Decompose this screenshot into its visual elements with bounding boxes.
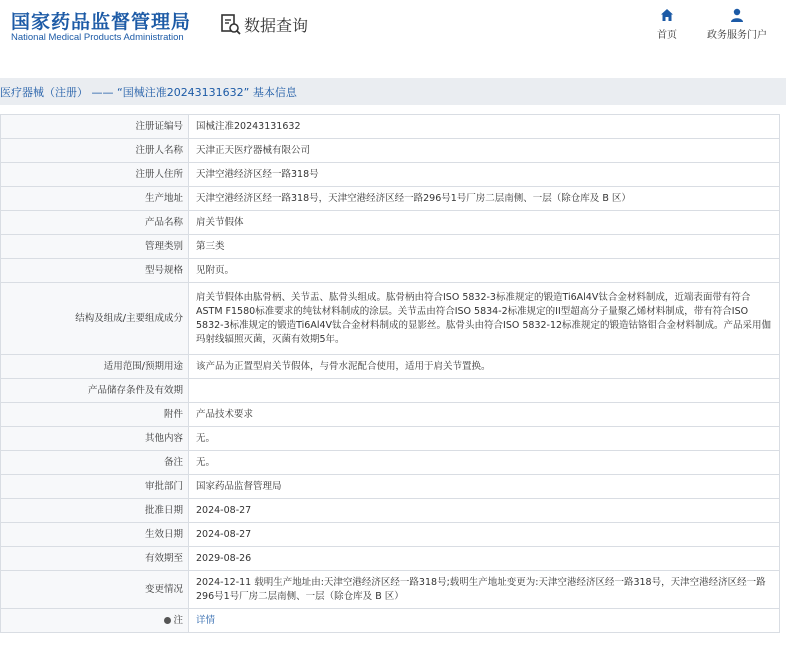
row-label: 有效期至: [1, 547, 189, 571]
nav-home-label: 首页: [657, 30, 677, 41]
row-value: 天津正天医疗器械有限公司: [189, 139, 780, 163]
row-value: 肩关节假体由肱骨柄、关节盂、肱骨头组成。肱骨柄由符合ISO 5832-3标准规定的锻造Ti6Al4V钛合金材料制成，近端表面带有符合ASTM F1580标准要求的纯钛材料制成的涂层。关节盂由符合ISO 5834-2标准规定的II型超高分子量聚乙烯材料制成，带有符合ISO 5832-3标准规定的锻造Ti6Al4V钛合金材料制成的显影丝。肱骨头由符合ISO 5832-12标准规定的锻造钴铬钼合金材料制成。产品采用伽玛射线辐照灭菌，灭菌有效期5年。: [189, 283, 780, 355]
row-value: 2024-12-11 载明生产地址由:天津空港经济区经一路318号;载明生产地址变更为:天津空港经济区经一路318号，天津空港经济区经一路296号1号厂房二层南侧、一层（除仓库及 B 区）: [189, 571, 780, 609]
row-label: 备注: [1, 451, 189, 475]
table-row: [1, 451, 780, 475]
row-label: 适用范围/预期用途: [1, 355, 189, 379]
row-label: 批准日期: [1, 499, 189, 523]
row-value: 2024-08-27: [189, 523, 780, 547]
row-label: 注册人住所: [1, 163, 189, 187]
detail-table: [0, 114, 780, 633]
row-value: 2029-08-26: [189, 547, 780, 571]
row-value: 国家药品监督管理局: [189, 475, 780, 499]
row-label: 注: [173, 614, 183, 626]
table-row: [1, 163, 780, 187]
table-row: [1, 475, 780, 499]
site-logo-subtitle: National Medical Products Administration: [11, 32, 184, 43]
table-row: [1, 259, 780, 283]
details-link[interactable]: 详情: [196, 614, 216, 626]
note-label-cell: [1, 609, 189, 633]
row-value: 肩关节假体: [189, 211, 780, 235]
table-row: [1, 283, 780, 355]
nav-service-label: 政务服务门户: [707, 30, 767, 41]
breadcrumb-bar: [0, 78, 786, 105]
table-row: [1, 115, 780, 139]
table-row: [1, 139, 780, 163]
row-value: 天津空港经济区经一路318号，天津空港经济区经一路296号1号厂房二层南侧、一层（除仓库及 B 区）: [189, 187, 780, 211]
row-value: 第三类: [189, 235, 780, 259]
table-row: [1, 427, 780, 451]
row-label: 产品储存条件及有效期: [1, 379, 189, 403]
row-label: 产品名称: [1, 211, 189, 235]
row-value: 见附页。: [189, 259, 780, 283]
table-row: [1, 403, 780, 427]
site-logo-title[interactable]: 国家药品监督管理局: [11, 11, 192, 33]
row-value: 国械注准20243131632: [189, 115, 780, 139]
row-label: 注册证编号: [1, 115, 189, 139]
breadcrumb: 医疗器械（注册） —— “国械注准20243131632” 基本信息: [0, 86, 297, 99]
row-label: 生产地址: [1, 187, 189, 211]
row-label: 变更情况: [1, 571, 189, 609]
row-value: 2024-08-27: [189, 499, 780, 523]
table-row: [1, 355, 780, 379]
table-row: [1, 235, 780, 259]
table-row: [1, 379, 780, 403]
row-label: 注册人名称: [1, 139, 189, 163]
row-label: 附件: [1, 403, 189, 427]
nav-service-portal[interactable]: [703, 8, 771, 41]
row-value: 产品技术要求: [189, 403, 780, 427]
data-query-label: 数据查询: [244, 15, 309, 35]
table-row: [1, 499, 780, 523]
row-value: [189, 379, 780, 403]
document-search-icon: [220, 12, 242, 36]
row-label: 型号规格: [1, 259, 189, 283]
row-value: 无。: [189, 451, 780, 475]
site-header: [0, 0, 786, 62]
row-label: 结构及组成/主要组成成分: [1, 283, 189, 355]
table-row: [1, 523, 780, 547]
table-row: [1, 609, 780, 633]
row-value: 无。: [189, 427, 780, 451]
pin-icon: [164, 617, 171, 624]
table-row: [1, 211, 780, 235]
data-query-title: [220, 12, 308, 36]
row-label: 生效日期: [1, 523, 189, 547]
row-label: 其他内容: [1, 427, 189, 451]
table-row: [1, 187, 780, 211]
nav-home[interactable]: [652, 8, 682, 41]
row-value: 该产品为正置型肩关节假体，与骨水泥配合使用，适用于肩关节置换。: [189, 355, 780, 379]
row-value: 天津空港经济区经一路318号: [189, 163, 780, 187]
row-label: 审批部门: [1, 475, 189, 499]
home-icon: [660, 8, 674, 22]
table-row: [1, 571, 780, 609]
row-value-cell: [189, 609, 780, 633]
row-label: 管理类别: [1, 235, 189, 259]
user-icon: [730, 8, 744, 22]
table-row: [1, 547, 780, 571]
